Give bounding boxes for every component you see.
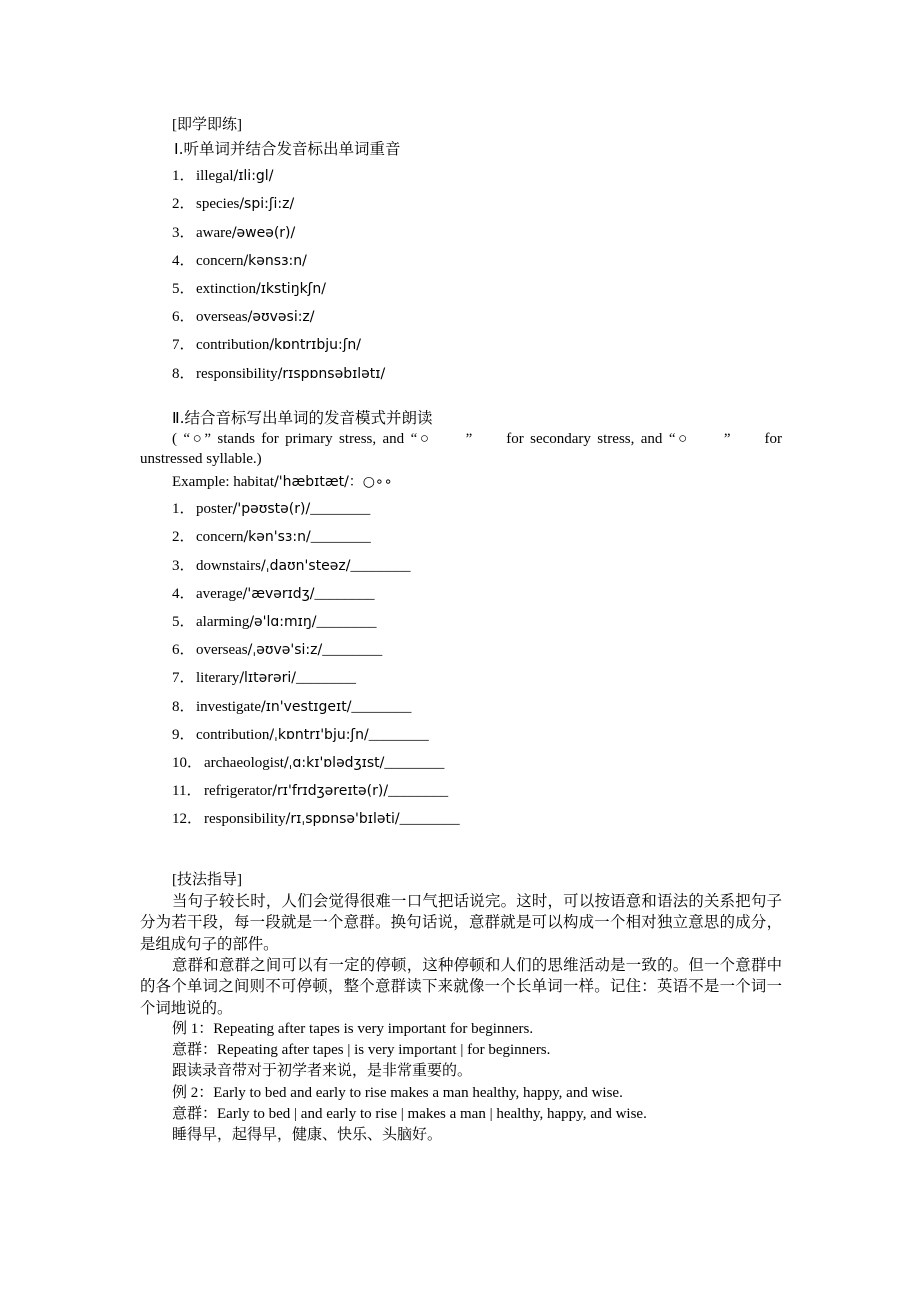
item-ipa: /rɪˌspɒnsə'bɪləti/: [285, 811, 400, 828]
item-word: overseas: [196, 642, 248, 659]
answer-blank[interactable]: ________: [384, 754, 445, 771]
example-ipa: /'hæbɪtæt/：: [274, 474, 363, 491]
example-pattern: ○∘∘: [362, 474, 393, 491]
list-item: [140, 190, 782, 218]
item-word: contribution: [196, 337, 270, 354]
item-word: refrigerator: [204, 783, 273, 800]
answer-blank[interactable]: ________: [368, 726, 429, 743]
item-word: concern: [196, 252, 244, 269]
example-line: [140, 469, 782, 495]
item-word: archaeologist: [204, 754, 284, 771]
example-line: 睡得早，起得早，健康、快乐、头脑好。: [172, 1126, 443, 1143]
item-number: 8．: [172, 698, 195, 715]
item-ipa: /əweə(r)/: [231, 224, 296, 241]
item-ipa: /ˌɑ:kɪ'ɒlədʒɪst/: [283, 754, 385, 771]
list-item: [140, 721, 782, 749]
item-number: 6．: [172, 309, 195, 326]
item-word: illegal: [196, 168, 234, 185]
item-ipa: /'ævərɪdʒ/: [242, 585, 315, 602]
item-number: 12．: [172, 811, 203, 828]
example-word: Example: habitat: [172, 474, 275, 491]
item-word: extinction: [196, 280, 256, 297]
section-practice: [140, 115, 782, 388]
list-item: [140, 219, 782, 247]
item-number: 5．: [172, 280, 195, 297]
item-ipa: /kɒntrɪbju:ʃn/: [269, 337, 362, 354]
list-item: [140, 777, 782, 805]
item-number: 11．: [172, 783, 202, 800]
list-item: [140, 552, 782, 580]
list-item: [140, 580, 782, 608]
item-ipa: /rɪ'frɪdʒəreɪtə(r)/: [272, 783, 389, 800]
example-line: 跟读录音带对于初学者来说，是非常重要的。: [172, 1063, 473, 1080]
note-text: ”: [465, 431, 473, 448]
item-ipa: /ɪli:gl/: [233, 168, 274, 185]
item-number: 8．: [172, 365, 195, 382]
section-tag: [即学即练]: [172, 117, 242, 133]
item-ipa: /rɪspɒnsəbɪlətɪ/: [277, 365, 386, 382]
item-number: 2．: [172, 196, 195, 213]
item-ipa: /spi:ʃi:z/: [239, 196, 295, 213]
item-word: overseas: [196, 309, 248, 326]
item-word: poster: [196, 501, 233, 518]
item-ipa: /ˌəʊvə'si:z/: [247, 642, 323, 659]
item-ipa: /ˌdaʊn'steəz/: [261, 557, 351, 574]
item-number: 10．: [172, 754, 203, 771]
item-number: 7．: [172, 337, 195, 354]
item-ipa: /ɪkstiŋkʃn/: [256, 280, 326, 297]
list-item: [140, 247, 782, 275]
answer-blank[interactable]: ________: [351, 698, 412, 715]
list-item: [140, 303, 782, 331]
example-line: 例 2：Early to bed and early to rise makes a man healthy, happy, and wise.: [172, 1084, 623, 1101]
list-item: [140, 162, 782, 190]
answer-blank[interactable]: ________: [314, 585, 375, 602]
section-patterns: [140, 408, 782, 833]
item-number: 1．: [172, 501, 195, 518]
item-ipa: /əʊvəsi:z/: [247, 309, 315, 326]
item-number: 4．: [172, 585, 195, 602]
item-word: downstairs: [196, 557, 261, 574]
answer-blank[interactable]: ________: [316, 613, 377, 630]
section-tips: [140, 870, 782, 1146]
note-text: ”: [723, 431, 731, 448]
list-item: [140, 523, 782, 551]
item-word: responsibility: [204, 811, 286, 828]
item-number: 6．: [172, 642, 195, 659]
section-heading: Ⅱ.结合音标写出单词的发音模式并朗读: [172, 409, 433, 427]
list-item: [140, 360, 782, 388]
list-item: [140, 275, 782, 303]
section-heading: Ⅰ.听单词并结合发音标出单词重音: [174, 140, 401, 159]
item-ipa: /ˌkɒntrɪ'bju:ʃn/: [269, 726, 369, 743]
answer-blank[interactable]: ________: [350, 557, 411, 574]
list-item: [140, 749, 782, 777]
list-item: [140, 693, 782, 721]
section-tag: [技法指导]: [172, 872, 242, 888]
item-number: 7．: [172, 670, 195, 687]
item-number: 3．: [172, 557, 195, 574]
note-text: for unstressed syllable.): [140, 431, 782, 468]
item-ipa: /ɪn'vestɪgeɪt/: [260, 698, 352, 715]
list-item: [140, 664, 782, 692]
example-line: 例 1：Repeating after tapes is very important for beginners.: [172, 1020, 534, 1037]
stress-list: [140, 162, 782, 388]
item-number: 1．: [172, 168, 195, 185]
item-number: 5．: [172, 613, 195, 630]
item-word: average: [196, 585, 243, 602]
item-word: literary: [196, 670, 240, 687]
list-item: [140, 331, 782, 359]
note-text: ( “○” stands for primary stress, and “○: [172, 431, 432, 448]
example-line: 意群：Repeating after tapes | is very important | for beginners.: [172, 1042, 551, 1059]
item-word: concern: [196, 529, 244, 546]
examples: [140, 1019, 782, 1146]
answer-blank[interactable]: ________: [310, 529, 371, 546]
item-word: investigate: [196, 698, 261, 715]
answer-blank[interactable]: ________: [310, 501, 371, 518]
note-text: for secondary stress, and “○: [506, 431, 690, 448]
list-item: [140, 805, 782, 833]
answer-blank[interactable]: ________: [295, 670, 356, 687]
item-number: 9．: [172, 726, 195, 743]
example-line: 意群：Early to bed | and early to rise | makes a man | healthy, happy, and wise.: [172, 1105, 647, 1122]
item-ipa: /ə'lɑ:mɪŋ/: [249, 613, 317, 630]
item-number: 3．: [172, 224, 195, 241]
item-ipa: /kənsɜ:n/: [243, 252, 307, 269]
item-word: species: [196, 196, 240, 213]
item-number: 2．: [172, 529, 195, 546]
pattern-list: [140, 495, 782, 833]
list-item: [140, 608, 782, 636]
paragraph: 意群和意群之间可以有一定的停顿，这种停顿和人们的思维活动是一致的。但一个意群中的各个单词之间则不可停顿，整个意群读下来就像一个长单词一样。记住：英语不是一个词一个词地说的。: [140, 957, 782, 1017]
item-word: responsibility: [196, 365, 278, 382]
paragraph: 当句子较长时，人们会觉得很难一口气把话说完。这时，可以按语意和语法的关系把句子分为若干段，每一段就是一个意群。换句话说，意群就是可以构成一个相对独立意思的成分，是组成句子的部件。: [140, 893, 782, 953]
answer-blank[interactable]: ________: [399, 811, 460, 828]
answer-blank[interactable]: ________: [388, 783, 449, 800]
item-ipa: /lɪtərəri/: [239, 670, 296, 687]
legend-note: [140, 429, 782, 469]
item-number: 4．: [172, 252, 195, 269]
list-item: [140, 495, 782, 523]
item-ipa: /'pəʊstə(r)/: [232, 501, 311, 518]
answer-blank[interactable]: ________: [322, 642, 383, 659]
list-item: [140, 636, 782, 664]
item-ipa: /kən'sɜ:n/: [243, 529, 311, 546]
item-word: aware: [196, 224, 232, 241]
item-word: alarming: [196, 613, 250, 630]
item-word: contribution: [196, 726, 270, 743]
